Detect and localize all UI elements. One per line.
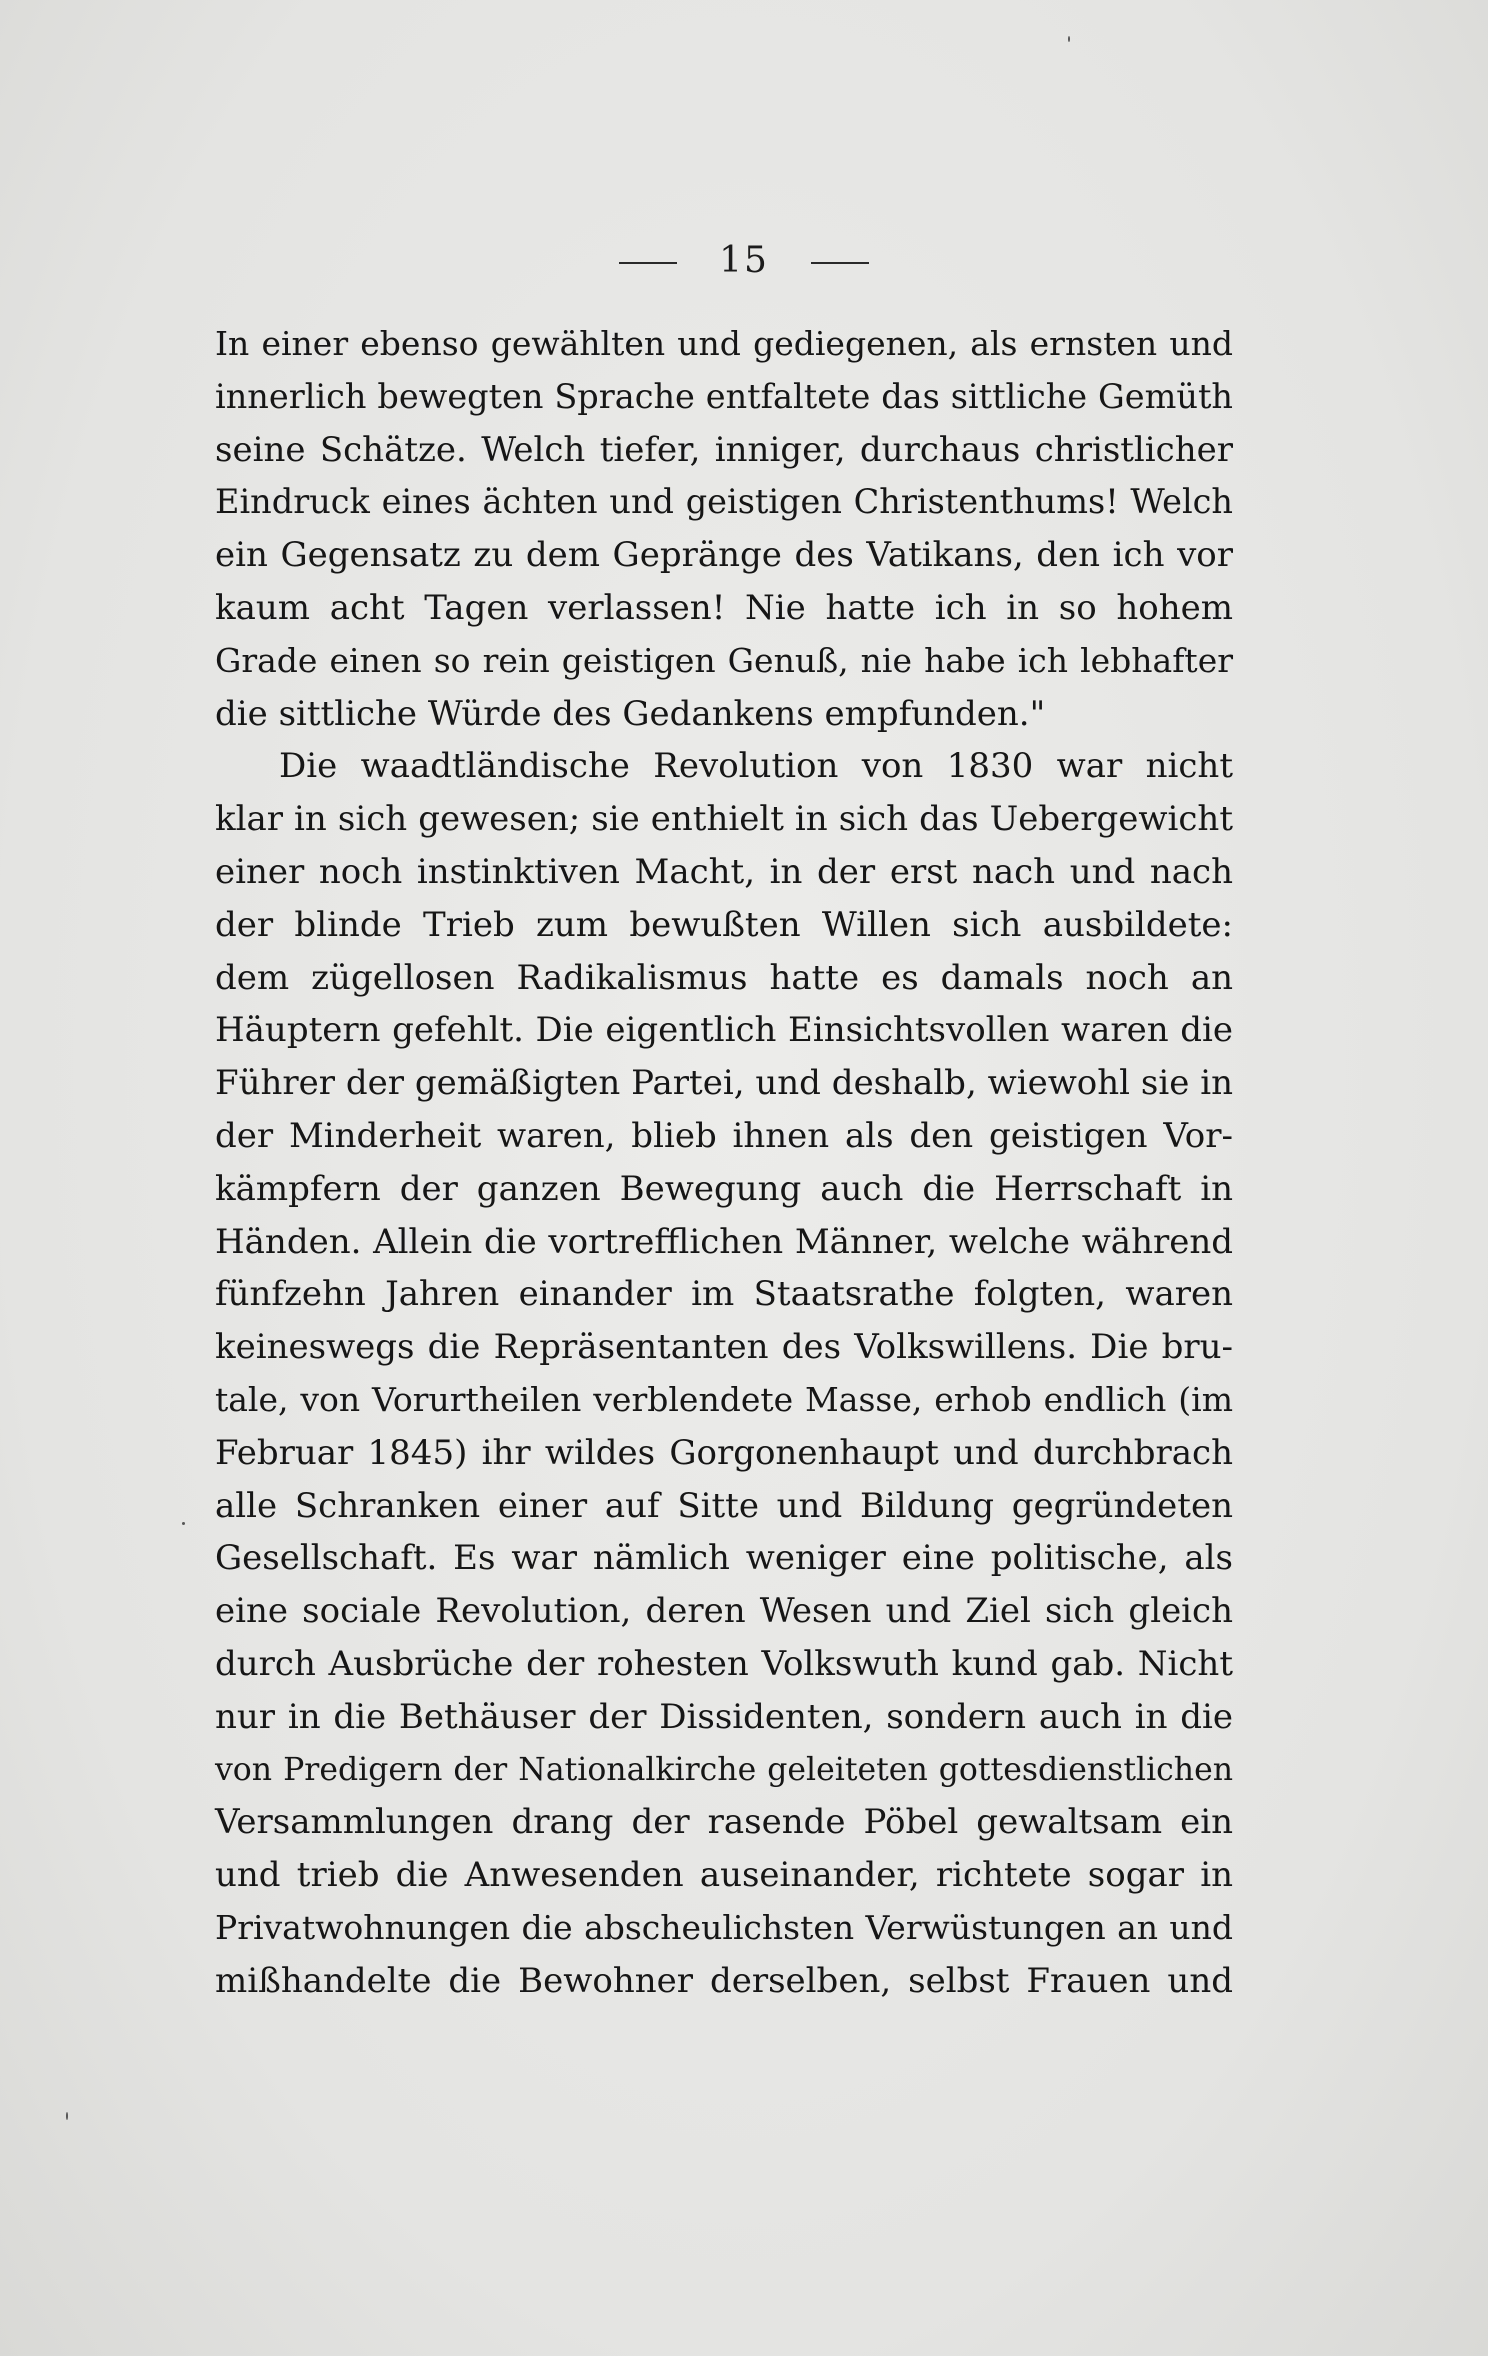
text-line: ein Gegensatz zu dem Gepränge des Vatikans, den ich vor (215, 535, 1233, 576)
page-header (0, 240, 1488, 281)
text-line: Versammlungen drang der rasende Pöbel gewaltsam ein (215, 1802, 1233, 1843)
text-line: einer noch instinktiven Macht, in der erst nach und nach (215, 851, 1233, 892)
text-line: alle Schranken einer auf Sitte und Bildung gegründeten (215, 1485, 1233, 1526)
text-line: der Minderheit waren, blieb ihnen als den geistigen Vor- (215, 1115, 1233, 1156)
text-line: seine Schätze. Welch tiefer, inniger, durchaus christlicher (215, 429, 1233, 470)
text-line: keineswegs die Repräsentanten des Volkswillens. Die bru- (215, 1327, 1233, 1368)
print-speck (66, 2112, 68, 2120)
text-line: innerlich bewegten Sprache entfaltete das sittliche Gemüth (215, 376, 1233, 416)
text-line: kaum acht Tagen verlassen! Nie hatte ich in so hohem (215, 587, 1233, 628)
text-line: mißhandelte die Bewohner derselben, selbst Frauen und (215, 1960, 1233, 2001)
page-number: 15 (719, 240, 769, 281)
header-dash-left (619, 262, 677, 264)
print-speck (182, 1522, 185, 1525)
text-line: und trieb die Anwesenden auseinander, richtete sogar in (215, 1855, 1233, 1896)
text-line: Führer der gemäßigten Partei, und deshalb, wiewohl sie in (215, 1063, 1233, 1104)
text-line: durch Ausbrüche der rohesten Volkswuth kund gab. Nicht (215, 1643, 1233, 1684)
text-line: dem zügellosen Radikalismus hatte es damals noch an (215, 957, 1233, 998)
text-line: Händen. Allein die vortrefflichen Männer, welche während (215, 1221, 1233, 1262)
text-line: tale, von Vorurtheilen verblendete Masse, erhob endlich (im (215, 1379, 1233, 1419)
text-line: Grade einen so rein geistigen Genuß, nie habe ich lebhafter (215, 640, 1233, 680)
text-line: fünfzehn Jahren einander im Staatsrathe folgten, waren (215, 1274, 1233, 1315)
text-line: Eindruck eines ächten und geistigen Christenthums! Welch (215, 482, 1233, 522)
text-line: kämpfern der ganzen Bewegung auch die Herrschaft in (215, 1168, 1233, 1209)
text-line: nur in die Bethäuser der Dissidenten, sondern auch in die (215, 1696, 1233, 1737)
text-line: Privatwohnungen die abscheulichsten Verwüstungen an und (215, 1907, 1233, 1947)
text-line: die sittliche Würde des Gedankens empfunden." (215, 693, 1046, 734)
text-line: klar in sich gewesen; sie enthielt in sich das Uebergewicht (215, 799, 1233, 840)
text-line: Februar 1845) ihr wildes Gorgonenhaupt und durchbrach (215, 1432, 1233, 1473)
text-line: von Predigern der Nationalkirche geleiteten gottesdienstlichen (215, 1751, 1233, 1788)
text-line: In einer ebenso gewählten und gediegenen, als ernsten und (215, 324, 1233, 363)
text-line: Gesellschaft. Es war nämlich weniger eine politische, als (215, 1538, 1233, 1579)
body-text (215, 318, 1233, 2008)
text-line: der blinde Trieb zum bewußten Willen sich ausbildete: (215, 904, 1233, 945)
text-line: Häuptern gefehlt. Die eigentlich Einsichtsvollen waren die (215, 1010, 1233, 1051)
header-dash-right (811, 262, 869, 264)
text-line: Die waadtländische Revolution von 1830 war nicht (279, 746, 1233, 787)
print-speck (1068, 36, 1070, 42)
text-line: eine sociale Revolution, deren Wesen und Ziel sich gleich (215, 1591, 1233, 1632)
